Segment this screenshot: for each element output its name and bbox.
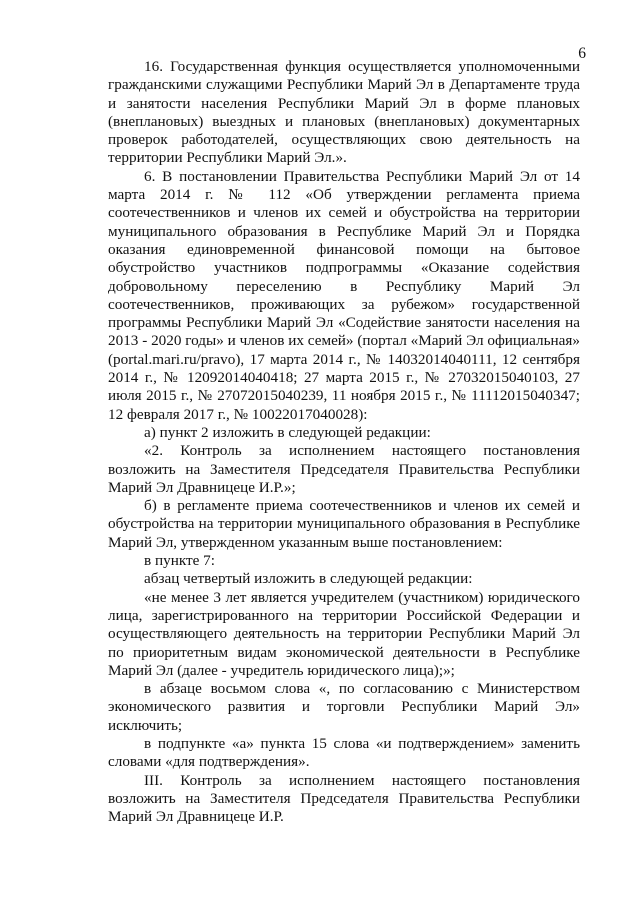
- paragraph-subpoint-a-15: в подпункте «а» пункта 15 слова «и подтверждением» заменить словами «для подтверждения».: [108, 734, 580, 771]
- paragraph-eighth-abzac: в абзаце восьмом слова «, по согласованию с Министерством экономического развития и торговли Республики Марий Эл» исключить;: [108, 680, 580, 734]
- paragraph-fourth-abzac: абзац четвертый изложить в следующей редакции:: [144, 570, 473, 588]
- document-body: [108, 58, 580, 826]
- paragraph-16: 16. Государственная функция осуществляется уполномоченными гражданскими служащими Республики Марий Эл в Департаменте труда и занятости населения Республики Марий Эл в форме плановых (внеплановых) выездных и плановых (внеплановых) документарных проверок работодателей, осуществляющих свою деятельность на территории Республики Марий Эл.».: [108, 58, 580, 167]
- page-number: 6: [578, 45, 586, 62]
- paragraph-a: а) пункт 2 изложить в следующей редакции:: [144, 423, 431, 441]
- paragraph-b: б) в регламенте приема соотечественников и членов их семей и обустройства на территории муниципального образования в Республике Марий Эл, утвержденном указанным выше постановлением:: [108, 497, 580, 551]
- paragraph-6: 6. В постановлении Правительства Республики Марий Эл от 14 марта 2014 г. № 112 «Об утверждении регламента приема соотечественников и членов их семей и обустройства на территории муниципального образования в Республике Марий Эл и Порядка оказания единовременной финансовой помощи на бытовое обустройство участников подпрограммы «Оказание содействия добровольному переселению в Республику Марий Эл соотечественников, проживающих за рубежом» государственной программы Республики Марий Эл «Содействие занятости населения на 2013 - 2020 годы» и членов их семей» (портал «Марий Эл официальная» (portal.mari.ru/pravo), 17 марта 2014 г., № 14032014040111, 12 сентября 2014 г., № 12092014040418; 27 марта 2015 г., № 27032015040103, 27 июля 2015 г., № 27072015040239, 11 ноября 2015 г., № 11112015040347; 12 февраля 2017 г., № 10022017040028):: [108, 167, 580, 423]
- paragraph-iii-control: III. Контроль за исполнением настоящего постановления возложить на Заместителя Председателя Правительства Республики Марий Эл Дравницеце И.Р.: [108, 771, 580, 826]
- paragraph-quote-3-years: «не менее 3 лет является учредителем (участником) юридического лица, зарегистрированного на территории Российской Федерации и осуществляющего деятельность на территории Республики Марий Эл по приоритетным видам экономической деятельности в Республике Марий Эл (далее - учредитель юридического лица);»;: [108, 588, 580, 679]
- paragraph-point-7: в пункте 7:: [144, 552, 215, 570]
- paragraph-quote-2: «2. Контроль за исполнением настоящего постановления возложить на Заместителя Председателя Правительства Республики Марий Эл Дравницеце И.Р.»;: [108, 442, 580, 496]
